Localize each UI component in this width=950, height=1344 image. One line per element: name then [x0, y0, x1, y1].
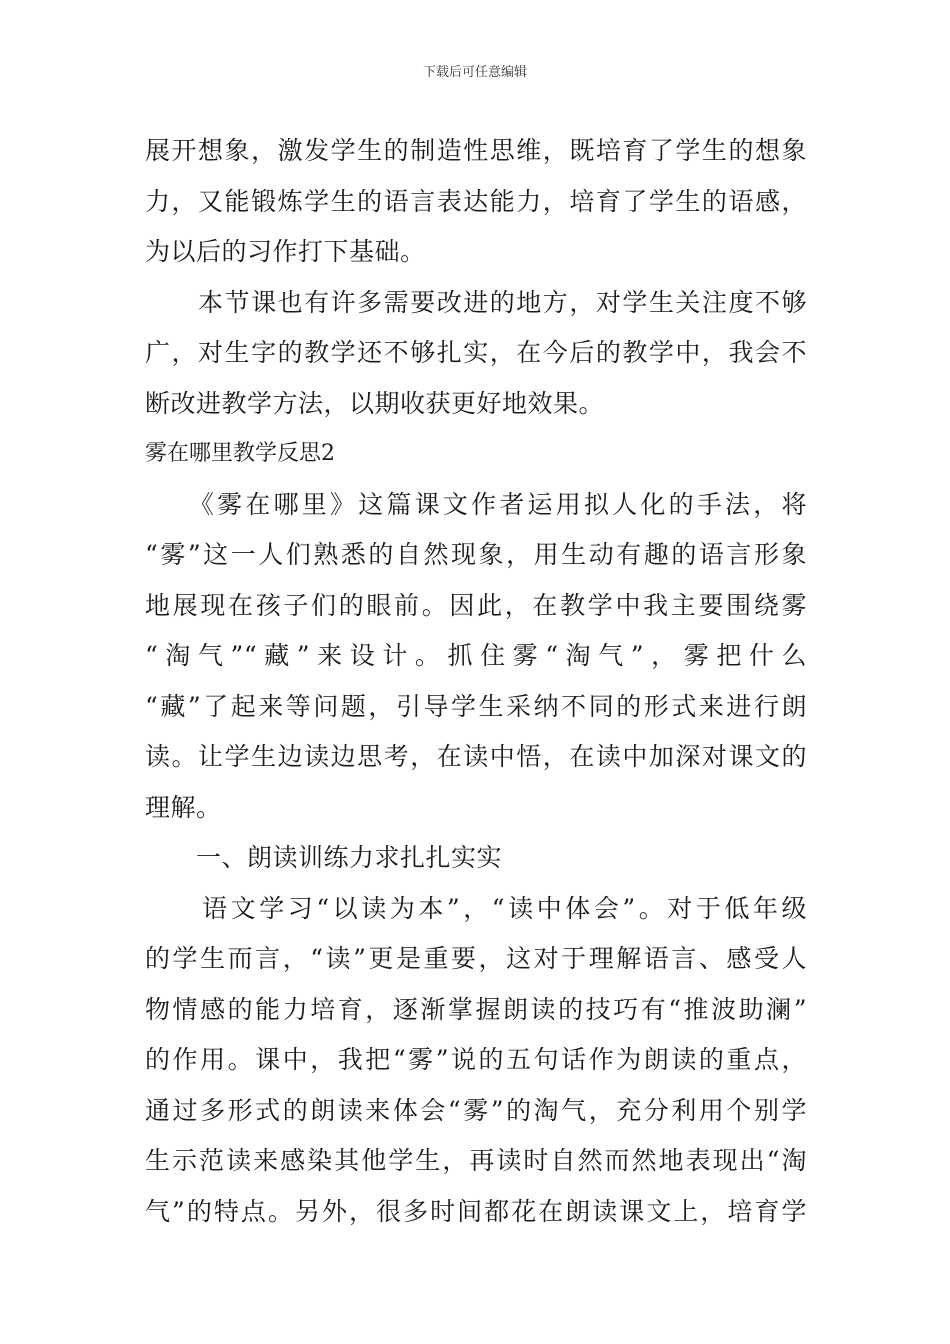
text-line: 生示范读来感染其他学生，再读时自然而然地表现出“淘	[145, 1146, 807, 1175]
page-header: 下载后可任意编辑	[422, 65, 527, 80]
section-title: 雾在哪里教学反思2	[145, 441, 335, 466]
text-line: 的作用。课中，我把“雾”说的五句话作为朗读的重点，	[145, 1045, 807, 1074]
text-line: 通过多形式的朗读来体会“雾”的淘气，充分利用个别学	[145, 1095, 807, 1125]
text-line: 展开想象，激发学生的制造性思维，既培育了学生的想象	[145, 136, 807, 165]
text-line: 广，对生字的教学还不够扎实，在今后的教学中，我会不	[145, 338, 807, 367]
text-line: “雾”这一人们熟悉的自然现象，用生动有趣的语言形象	[145, 540, 807, 569]
text-line: 为以后的习作打下基础。	[145, 237, 426, 266]
subsection-heading: 一、朗读训练力求扎扎实实	[145, 843, 503, 872]
text-line: 地展现在孩子们的眼前。因此，在教学中我主要围绕雾	[145, 590, 807, 620]
text-line: 读。让学生边读边思考，在读中悟，在读中加深对课文的	[145, 742, 807, 771]
document-body	[145, 126, 807, 1237]
text-line: 语文学习“以读为本”，“读中体会”。对于低年级	[145, 893, 807, 923]
text-line: 气”的特点。另外，很多时间都花在朗读课文上，培育学	[145, 1196, 807, 1226]
text-line: 力，又能锻炼学生的语言表达能力，培育了学生的语感，	[145, 186, 807, 216]
text-line: “藏”了起来等问题，引导学生采纳不同的形式来进行朗	[145, 691, 807, 721]
text-line: 断改进教学方法，以期收获更好地效果。	[145, 388, 605, 418]
text-line: 《雾在哪里》这篇课文作者运用拟人化的手法，将	[145, 489, 807, 519]
text-line: 本节课也有许多需要改进的地方，对学生关注度不够	[145, 287, 807, 317]
text-line: 的学生而言，“读”更是重要，这对于理解语言、感受人	[145, 944, 807, 973]
text-line: 理解。	[145, 792, 222, 822]
text-line: 物情感的能力培育，逐渐掌握朗读的技巧有“推波助澜”	[145, 994, 807, 1024]
text-line: “淘气”“藏”来设计。抓住雾“淘气”，雾把什么	[145, 641, 807, 670]
